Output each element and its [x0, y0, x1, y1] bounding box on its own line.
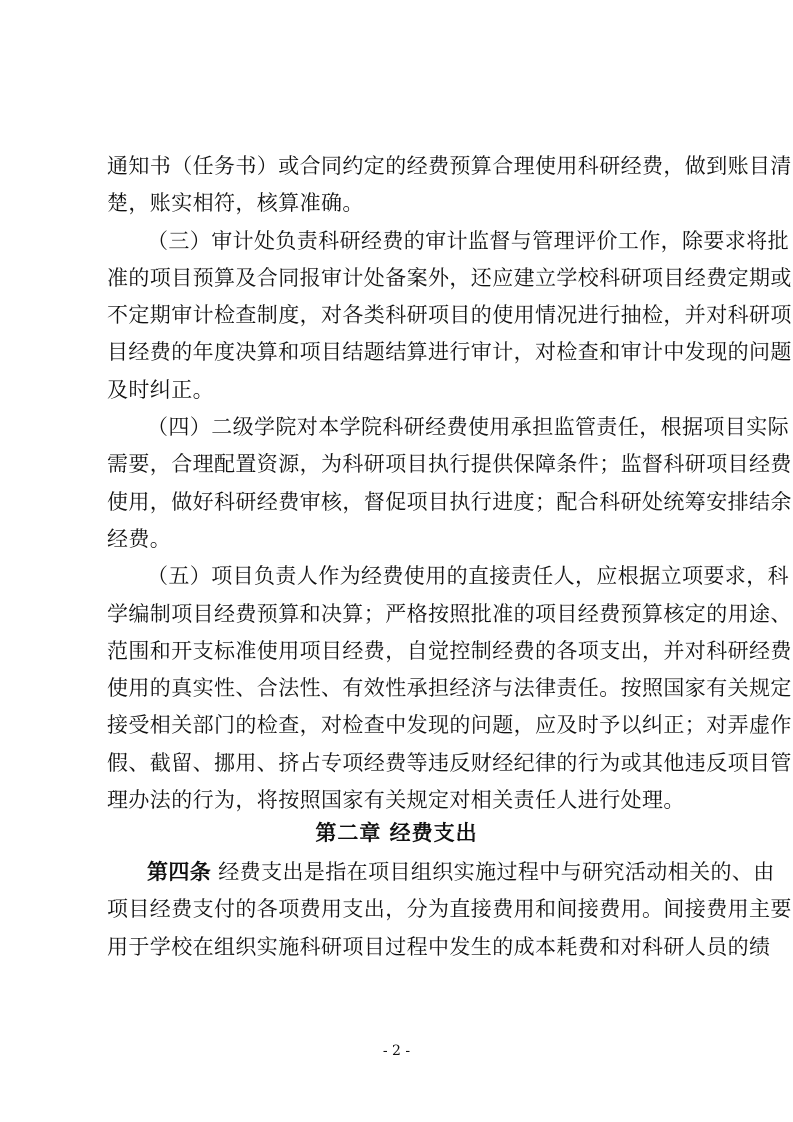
article-text: 经费支出是指在项目组织实施过程中与研究活动相关的、由 — [211, 860, 775, 884]
text-line: 理办法的行为，将按照国家有关规定对相关责任人进行处理。 — [107, 788, 685, 812]
chapter-heading: 第二章 经费支出 — [315, 821, 478, 845]
text-line: 及时纠正。 — [107, 378, 214, 402]
text-line: （四）二级学院对本学院科研经费使用承担监管责任，根据项目实际 — [147, 415, 789, 439]
text-line: 用于学校在组织实施科研项目过程中发生的成本耗费和对科研人员的绩 — [107, 935, 771, 959]
text-line: 需要，合理配置资源，为科研项目执行提供保障条件；监督科研项目经费 — [107, 452, 792, 476]
text-line: 经费。 — [107, 527, 172, 551]
text-line: 使用的真实性、合法性、有效性承担经济与法律责任。按照国家有关规定 — [107, 676, 792, 700]
article-first-line — [147, 857, 775, 887]
article-number: 第四条 — [147, 860, 212, 884]
text-line: 范围和开支标准使用项目经费，自觉控制经费的各项支出，并对科研经费 — [107, 639, 792, 663]
text-line: （五）项目负责人作为经费使用的直接责任人，应根据立项要求，科 — [147, 564, 789, 588]
text-line: 楚，账实相符，核算准确。 — [107, 191, 364, 215]
page-number: - 2 - — [382, 1043, 411, 1059]
text-line: 目经费的年度决算和项目结题结算进行审计，对检查和审计中发现的问题 — [107, 340, 792, 364]
text-line: 不定期审计检查制度，对各类科研项目的使用情况进行抽检，并对科研项 — [107, 303, 792, 327]
text-line: 通知书（任务书）或合同约定的经费预算合理使用科研经费，做到账目清 — [107, 154, 792, 178]
text-line: 项目经费支付的各项费用支出，分为直接费用和间接费用。间接费用主要 — [107, 897, 792, 921]
text-line: 使用，做好科研经费审核，督促项目执行进度；配合科研处统筹安排结余 — [107, 490, 792, 514]
text-line: 准的项目预算及合同报审计处备案外，还应建立学校科研项目经费定期或 — [107, 266, 792, 290]
text-line: 接受相关部门的检查，对检查中发现的问题，应及时予以纠正；对弄虚作 — [107, 713, 792, 737]
text-line: （三）审计处负责科研经费的审计监督与管理评价工作，除要求将批 — [147, 229, 789, 253]
text-line: 假、截留、挪用、挤占专项经费等违反财经纪律的行为或其他违反项目管 — [107, 751, 792, 775]
text-line: 学编制项目经费预算和决算；严格按照批准的项目经费预算核定的用途、 — [107, 602, 792, 626]
